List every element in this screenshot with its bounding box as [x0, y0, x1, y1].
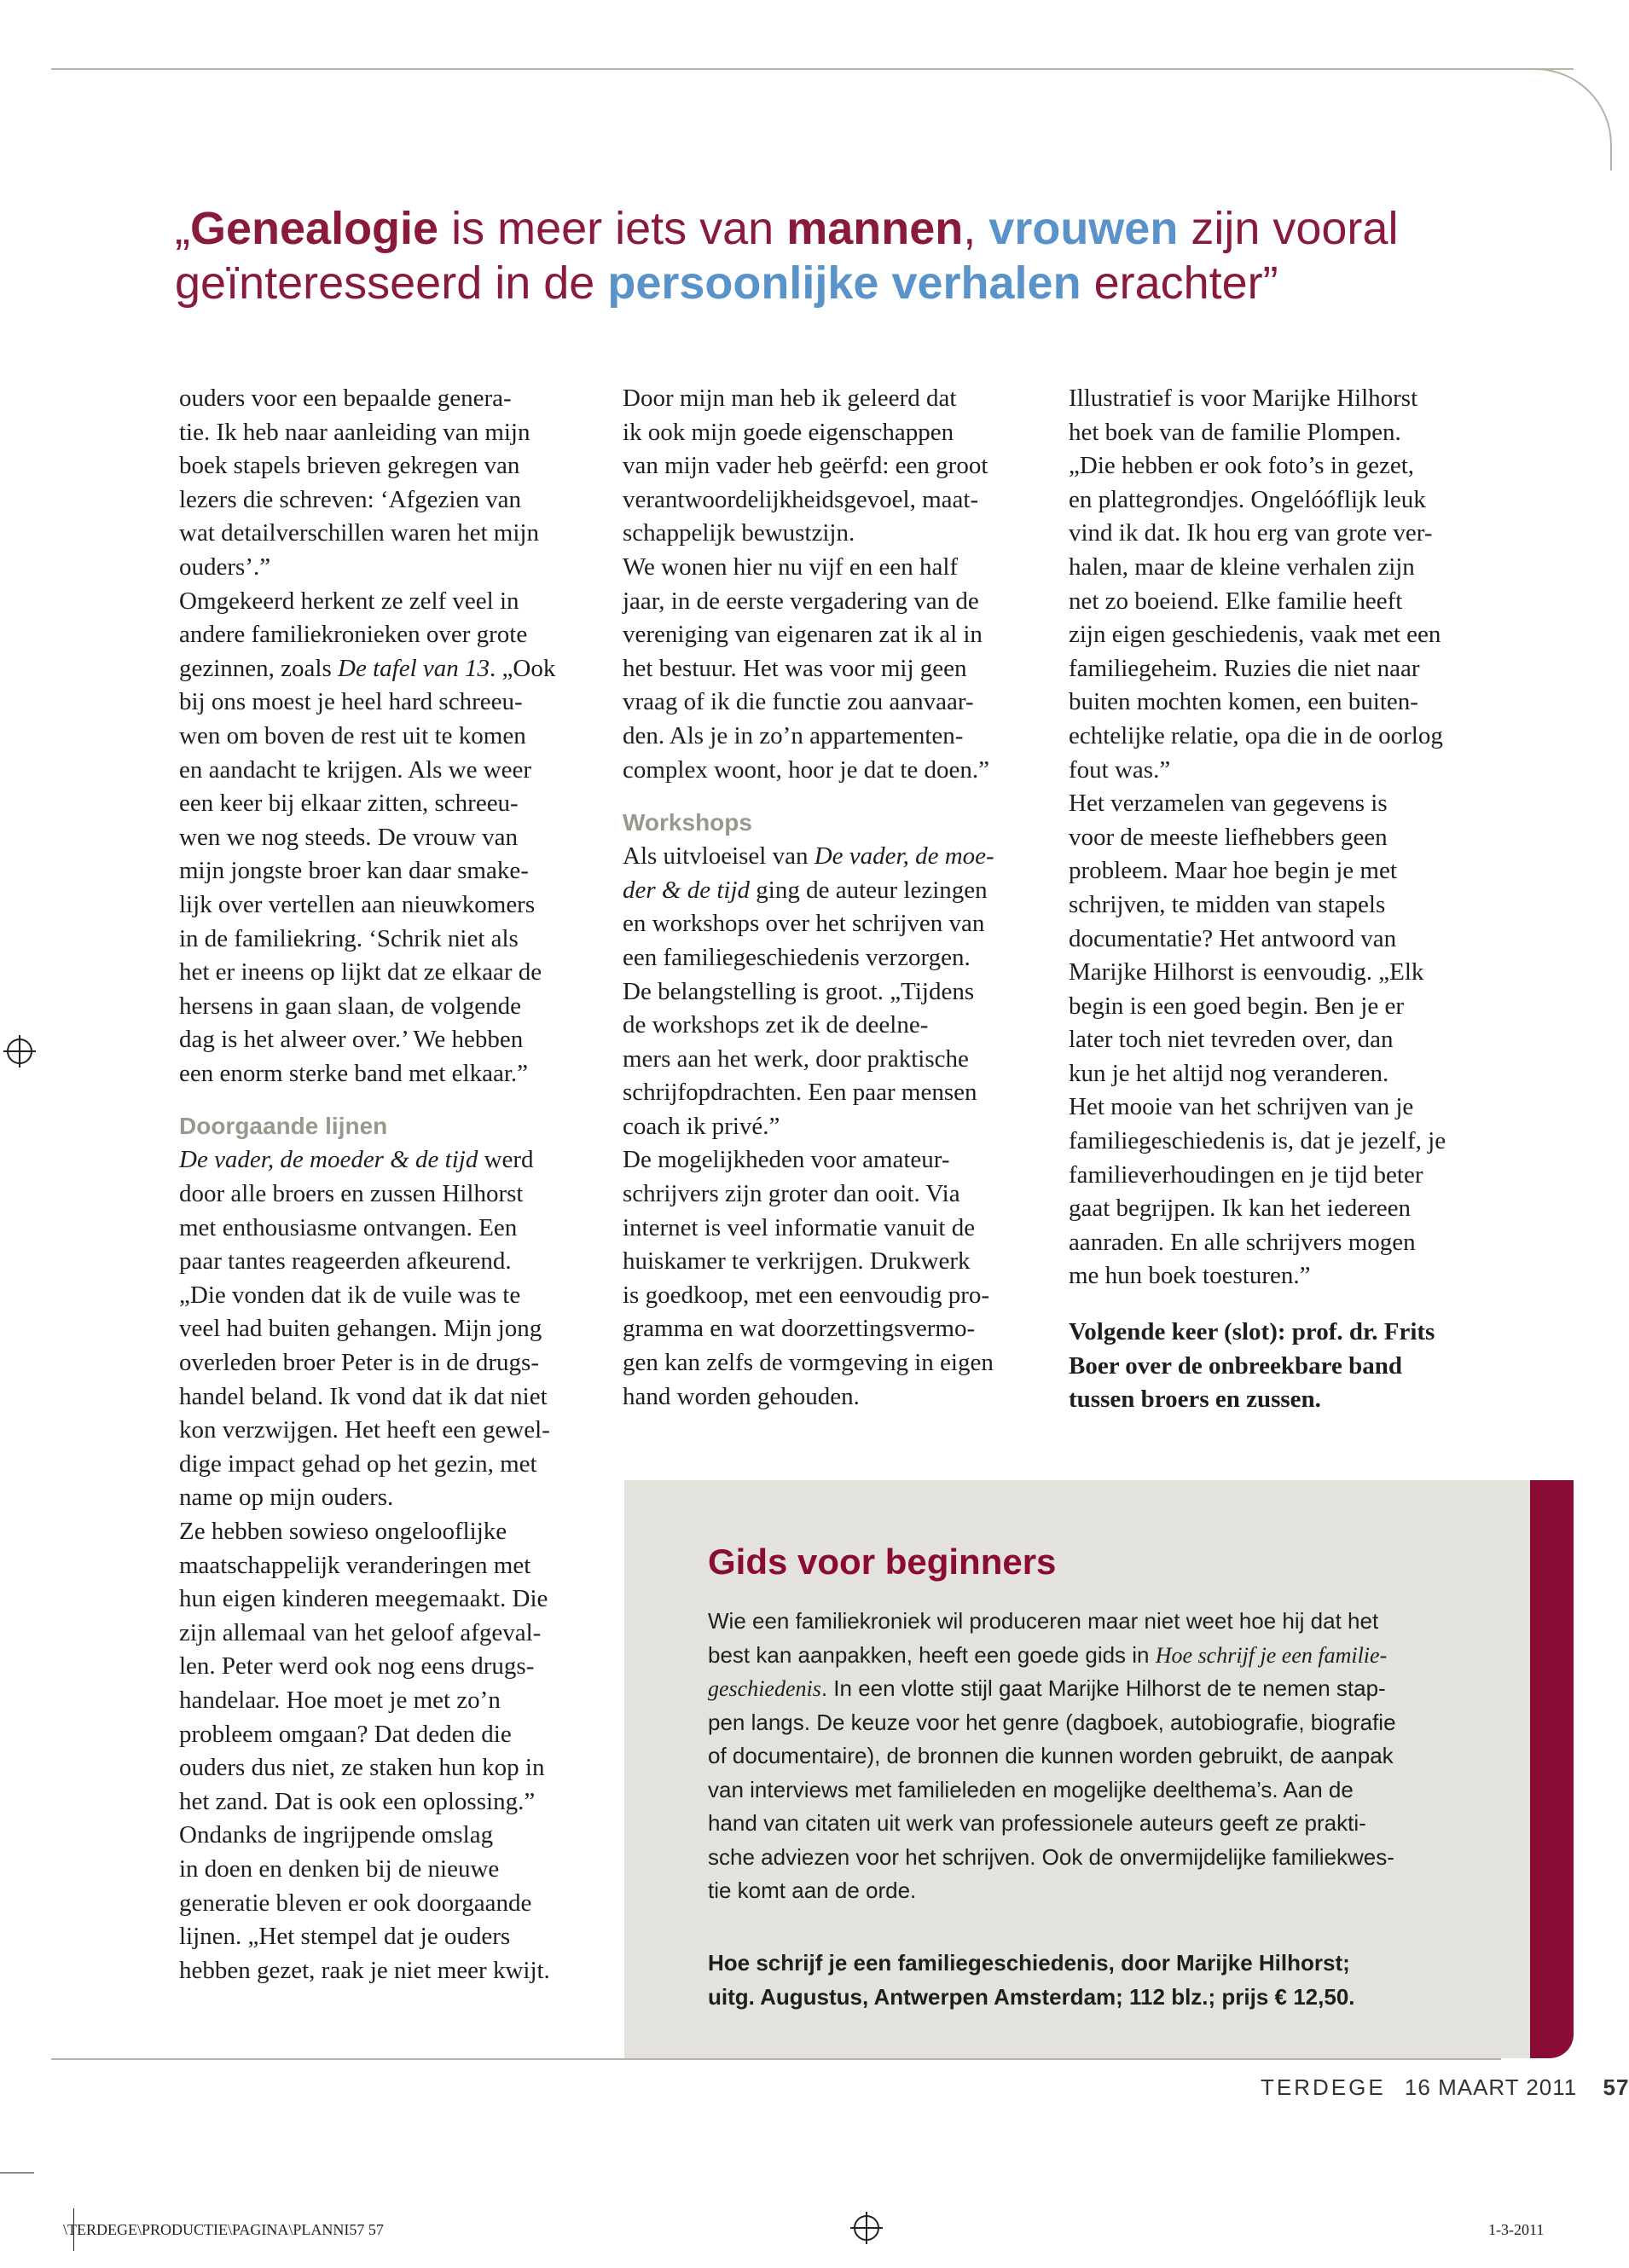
- text-line: overleden broer Peter is in de drugs-: [179, 1349, 539, 1377]
- text-line: dige impact gehad op het gezin, met: [179, 1449, 537, 1478]
- text-line: begin is een goed begin. Ben je er: [1069, 992, 1404, 1020]
- text-run: . „Ook: [490, 654, 556, 682]
- paragraph: [1069, 382, 1512, 787]
- text-line: ouders’.”: [179, 553, 271, 581]
- text-line: mers aan het werk, door praktische: [623, 1044, 969, 1073]
- text-line: paar tantes reageerden afkeurend.: [179, 1247, 512, 1276]
- sidebar-accent-band: [1530, 1480, 1574, 2058]
- text-line: Volgende keer (slot): prof. dr. Frits: [1069, 1318, 1435, 1346]
- book-title: De vader, de moeder & de tijd: [179, 1146, 478, 1174]
- text-line: sche adviezen voor het schrijven. Ook de onvermijdelijke familiekwes-: [708, 1843, 1394, 1870]
- text-line: me hun boek toesturen.”: [1069, 1262, 1311, 1290]
- text-line: handelaar. Hoe moet je met zo’n: [179, 1686, 501, 1714]
- quote-open-mark: „: [175, 203, 190, 254]
- text-line: internet is veel informatie vanuit de: [623, 1213, 976, 1241]
- text-line: echtelijke relatie, opa die in de oorlog: [1069, 721, 1443, 749]
- text-line: Door mijn man heb ik geleerd dat: [623, 385, 957, 412]
- text-line: mijn jongste broer kan daar smake-: [179, 857, 529, 885]
- text-line: huiskamer te verkrijgen. Drukwerk: [623, 1247, 971, 1276]
- text-line: schrijvers zijn groter dan ooit. Via: [623, 1180, 960, 1208]
- text-line: Het verzamelen van gegevens is: [1069, 790, 1388, 818]
- text-line: het zand. Dat is ook een oplossing.”: [179, 1787, 536, 1815]
- text-line: [179, 1143, 606, 1177]
- text-line: lijk over vertellen aan nieuwkomers: [179, 890, 536, 918]
- registration-mark-icon: [7, 1039, 32, 1064]
- quote-word-persoonlijke-verhalen: persoonlijke verhalen: [607, 257, 1081, 309]
- text-line: vraag of ik die functie zou aanvaar-: [623, 688, 974, 716]
- paragraph: [179, 585, 606, 1091]
- paragraph: [623, 1143, 1049, 1414]
- text-line: name op mijn ouders.: [179, 1484, 394, 1512]
- text-line: door alle broers en zussen Hilhorst: [179, 1180, 524, 1208]
- text-line: complex woont, hoor je dat te doen.”: [623, 755, 990, 784]
- text-line: den. Als je in zo’n appartementen-: [623, 721, 964, 749]
- text-line: wen om boven de rest uit te komen: [179, 721, 526, 749]
- text-line: Marijke Hilhorst is eenvoudig. „Elk: [1069, 958, 1424, 986]
- text-line: familieverhoudingen en je tijd beter: [1069, 1160, 1423, 1189]
- text-line: het bestuur. Het was voor mij geen: [623, 654, 967, 682]
- text-line: [708, 1639, 1475, 1673]
- text-line: [708, 1672, 1475, 1706]
- text-line: [623, 840, 1049, 874]
- text-line: van mijn vader heb geërfd: een groot: [623, 452, 988, 480]
- text-line: De mogelijkheden voor amateur-: [623, 1146, 950, 1174]
- text-line: coach ik privé.”: [623, 1112, 780, 1140]
- text-line: pen langs. De keuze voor het genre (dagboek, autobiografie, biografie: [708, 1709, 1396, 1735]
- book-title: De vader, de moe-: [814, 842, 994, 871]
- text-line: voor de meeste liefhebbers geen: [1069, 823, 1388, 851]
- magazine-name: TERDEGE: [1261, 2074, 1386, 2100]
- text-line: ouders dus niet, ze staken hun kop in: [179, 1754, 545, 1782]
- text-run: gezinnen, zoals: [179, 654, 339, 682]
- text-run: werd: [478, 1146, 534, 1174]
- quote-text: ,: [963, 203, 989, 254]
- text-line: en workshops over het schrijven van: [623, 910, 985, 938]
- text-line: hebben gezet, raak je niet meer kwijt.: [179, 1956, 550, 1984]
- text-line: familiegeheim. Ruzies die niet naar: [1069, 654, 1420, 682]
- quote-word-vrouwen: vrouwen: [988, 203, 1179, 254]
- text-line: hand worden gehouden.: [623, 1382, 860, 1410]
- text-line: len. Peter werd ook nog eens drugs-: [179, 1652, 535, 1681]
- quote-text: is meer iets van: [438, 203, 787, 254]
- text-line: is goedkoop, met een eenvoudig pro-: [623, 1281, 990, 1309]
- text-line: gramma en wat doorzettingsvermo-: [623, 1315, 976, 1343]
- text-line: vereniging van eigenaren zat ik al in: [623, 621, 983, 649]
- subheading-doorgaande-lijnen: Doorgaande lijnen: [179, 1113, 388, 1140]
- issue-date: 16 MAART 2011: [1404, 2074, 1578, 2100]
- text-line: net zo boeiend. Elke familie heeft: [1069, 587, 1403, 615]
- text-run: Als uitvloeisel van: [623, 842, 814, 871]
- next-episode-teaser: [1069, 1316, 1512, 1417]
- text-line: een enorm sterke band met elkaar.”: [179, 1059, 529, 1087]
- paragraph: [179, 1515, 606, 1819]
- text-line: halen, maar de kleine verhalen zijn: [1069, 553, 1415, 581]
- text-line: [623, 874, 1049, 908]
- text-line: kon verzwijgen. Het heeft een gewel-: [179, 1416, 550, 1444]
- text-line: Boer over de onbreekbare band: [1069, 1351, 1402, 1380]
- print-slug-date: 1-3-2011: [1488, 2221, 1545, 2238]
- print-slug-path: \TERDEGE\PRODUCTIE\PAGINA\PLANNI57 57: [63, 2221, 384, 2238]
- text-line: fout was.”: [1069, 755, 1171, 784]
- text-line: We wonen hier nu vijf en een half: [623, 553, 959, 581]
- text-run: . In een vlotte stijl gaat Marijke Hilhorst de te nemen stap-: [820, 1675, 1386, 1701]
- spacer: [1069, 1293, 1512, 1316]
- text-line: of documentaire), de bronnen die kunnen worden gebruikt, de aanpak: [708, 1743, 1394, 1768]
- text-line: een familiegeschiedenis verzorgen.: [623, 943, 971, 971]
- text-line: maatschappelijk veranderingen met: [179, 1551, 531, 1579]
- paragraph: [179, 382, 606, 585]
- text-line: vind ik dat. Ik hou erg van grote ver-: [1069, 519, 1433, 547]
- text-line: Ondanks de ingrijpende omslag: [179, 1821, 494, 1849]
- text-run: best kan aanpakken, heeft een goede gids in: [708, 1641, 1156, 1668]
- text-line: uitg. Augustus, Antwerpen Amsterdam; 112 blz.; prijs € 12,50.: [708, 1984, 1355, 2010]
- text-line: gaat begrijpen. Ik kan het iedereen: [1069, 1195, 1411, 1223]
- text-line: Hoe schrijf je een familiegeschiedenis, door Marijke Hilhorst;: [708, 1950, 1350, 1976]
- text-line: een keer bij elkaar zitten, schreeu-: [179, 790, 519, 818]
- paragraph: [179, 1143, 606, 1515]
- text-line: Het mooie van het schrijven van je: [1069, 1093, 1414, 1121]
- text-line: Illustratief is voor Marijke Hilhorst: [1069, 385, 1418, 412]
- text-line: veel had buiten gehangen. Mijn jong: [179, 1315, 542, 1343]
- text-line: bij ons moest je heel hard schreeu-: [179, 688, 523, 716]
- text-line: [179, 652, 606, 686]
- top-rule: [51, 68, 1574, 70]
- paragraph: [623, 382, 1049, 551]
- text-line: boek stapels brieven gekregen van: [179, 452, 520, 480]
- text-line: Ze hebben sowieso ongelooflijke: [179, 1518, 507, 1545]
- pull-quote-line-2: [175, 256, 1505, 310]
- text-line: hun eigen kinderen meegemaakt. Die: [179, 1585, 548, 1613]
- pull-quote: [175, 201, 1505, 310]
- text-line: „Die hebben er ook foto’s in gezet,: [1069, 452, 1415, 480]
- text-line: Wie een familiekroniek wil produceren maar niet weet hoe hij dat het: [708, 1608, 1379, 1634]
- bottom-rule: [51, 2058, 1501, 2060]
- text-line: lezers die schreven: ‘Afgezien van: [179, 485, 521, 513]
- text-line: het er ineens op lijkt dat ze elkaar de: [179, 958, 542, 986]
- book-title: De tafel van 13: [338, 654, 490, 682]
- text-line: aanraden. En alle schrijvers mogen: [1069, 1228, 1416, 1256]
- pull-quote-line-1: [175, 201, 1505, 256]
- book-title: Hoe schrijf je een familie-: [1155, 1642, 1388, 1668]
- sidebar-title: Gids voor beginners: [708, 1542, 1057, 1582]
- text-line: kun je het altijd nog veranderen.: [1069, 1059, 1389, 1087]
- article-column-1: [179, 382, 606, 1987]
- sidebar-book-info: [708, 1946, 1475, 2014]
- quote-text: geïnteresseerd in de: [175, 257, 608, 309]
- text-line: met enthousiasme ontvangen. Een: [179, 1213, 518, 1241]
- article-column-3: [1069, 382, 1512, 1417]
- book-title: der & de tijd: [623, 876, 751, 904]
- text-line: schrijven, te midden van stapels: [1069, 890, 1386, 918]
- text-line: in de familiekring. ‘Schrik niet als: [179, 924, 519, 952]
- text-line: van interviews met familieleden en mogelijke deelthema’s. Aan de: [708, 1776, 1354, 1802]
- paragraph: [1069, 787, 1512, 1293]
- text-line: en aandacht te krijgen. Als we weer: [179, 755, 532, 784]
- sidebar-box-gids: [624, 1480, 1530, 2058]
- text-line: hand van citaten uit werk van professionele auteurs geeft ze prakti-: [708, 1810, 1366, 1836]
- text-line: tussen broers en zussen.: [1069, 1386, 1321, 1414]
- sidebar-body: [708, 1605, 1475, 1908]
- text-line: Omgekeerd herkent ze zelf veel in: [179, 587, 519, 615]
- quote-text: zijn vooral: [1178, 203, 1399, 254]
- quote-word-genealogie: Genealogie: [189, 203, 439, 254]
- text-line: generatie bleven er ook doorgaande: [179, 1889, 532, 1917]
- text-line: jaar, in de eerste vergadering van de: [623, 587, 979, 615]
- text-line: documentatie? Het antwoord van: [1069, 924, 1397, 952]
- text-line: wat detailverschillen waren het mijn: [179, 519, 539, 547]
- text-line: „Die vonden dat ik de vuile was te: [179, 1281, 521, 1309]
- quote-word-mannen: mannen: [786, 203, 964, 254]
- text-line: lijnen. „Het stempel dat je ouders: [179, 1923, 511, 1951]
- text-line: zijn allemaal van het geloof afgeval-: [179, 1618, 542, 1646]
- text-line: later toch niet tevreden over, dan: [1069, 1026, 1394, 1054]
- paragraph: [623, 840, 1049, 1143]
- paragraph: [623, 551, 1049, 787]
- text-line: hersens in gaan slaan, de volgende: [179, 992, 522, 1020]
- text-line: De belangstelling is groot. „Tijdens: [623, 977, 975, 1005]
- text-line: en plattegrondjes. Ongelóóflijk leuk: [1069, 485, 1426, 513]
- text-line: zijn eigen geschiedenis, vaak met een: [1069, 621, 1441, 649]
- text-line: andere familiekronieken over grote: [179, 621, 528, 649]
- text-line: tie. Ik heb naar aanleiding van mijn: [179, 418, 530, 446]
- article-column-2: [623, 382, 1049, 1414]
- text-line: familiegeschiedenis is, dat je jezelf, je: [1069, 1127, 1446, 1155]
- quote-text: erachter”: [1081, 257, 1278, 309]
- text-line: tie komt aan de orde.: [708, 1877, 917, 1903]
- text-line: wen we nog steeds. De vrouw van: [179, 823, 519, 851]
- text-line: probleem omgaan? Dat deden die: [179, 1720, 512, 1748]
- text-line: buiten mochten komen, een buiten-: [1069, 688, 1418, 716]
- top-rule-corner: [1510, 68, 1612, 171]
- paragraph: [179, 1819, 606, 1987]
- text-line: ik ook mijn goede eigenschappen: [623, 418, 954, 446]
- text-line: gen kan zelfs de vormgeving in eigen: [623, 1349, 994, 1377]
- text-line: ouders voor een bepaalde genera-: [179, 385, 512, 412]
- book-title: geschiedenis: [708, 1676, 821, 1701]
- text-line: de workshops zet ik de deelne-: [623, 1011, 929, 1039]
- text-line: schappelijk bewustzijn.: [623, 519, 855, 547]
- registration-mark-icon: [854, 2215, 879, 2241]
- text-run: ging de auteur lezingen: [750, 876, 988, 904]
- text-line: verantwoordelijkheidsgevoel, maat-: [623, 485, 979, 513]
- text-line: schrijfopdrachten. Een paar mensen: [623, 1079, 977, 1107]
- page-folio: [1261, 2074, 1629, 2101]
- text-line: probleem. Maar hoe begin je met: [1069, 857, 1397, 885]
- text-line: dag is het alweer over.’ We hebben: [179, 1026, 524, 1054]
- text-line: in doen en denken bij de nieuwe: [179, 1854, 500, 1883]
- page-number: 57: [1603, 2074, 1629, 2100]
- text-line: handel beland. Ik vond dat ik dat niet: [179, 1382, 548, 1410]
- subheading-workshops: Workshops: [623, 809, 752, 836]
- text-line: het boek van de familie Plompen.: [1069, 418, 1401, 446]
